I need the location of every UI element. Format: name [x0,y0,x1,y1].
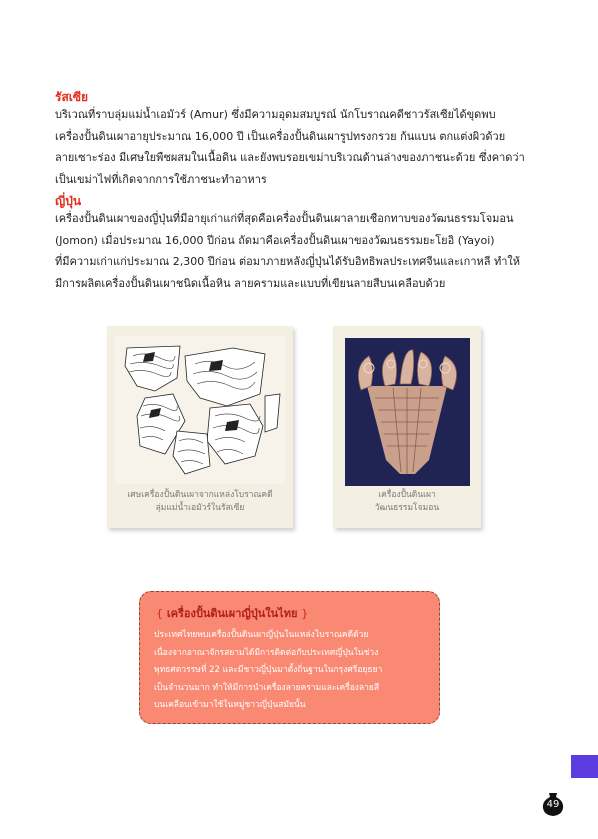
page-number-badge [540,791,566,817]
text-line: บริเวณที่ราบลุ่มแม่น้ำเอมัวร์ (Amur) ซึ่งมีความอุดมสมบูรณ์ นักโบราณคดีชาวรัสเซียได้ขุดพบ [55,108,496,121]
paragraph-russia [55,104,553,190]
callout-line: ประเทศไทยพบเครื่องปั้นดินเผาญี่ปุ่นในแหล่งโบราณคดีด้วย [154,630,369,640]
text-line: (Jomon) เมื่อประมาณ 16,000 ปีก่อน ถัดมาคือเครื่องปั้นดินเผาของวัฒนธรรมยะโยอิ (Yayoi) [55,233,495,247]
pottery-shards-image [115,336,285,484]
paragraph-japan [55,208,553,294]
text-line: ลายเซาะร่อง มีเศษใยพืชผสมในเนื้อดิน และยังพบรอยเขม่าบริเวณด้านล่างของภาชนะด้วย ซึ่งคาดว่า [55,151,525,164]
caption-line: ลุ่มแม่น้ำเอมัวร์ในรัสเซีย [155,503,245,513]
close-brace: } [301,607,309,620]
callout-line: บนเคลือบเข้ามาใช้ในหมู่ชาวญี่ปุ่นสมัยนั้น [154,700,306,710]
callout-line: พุทธศตวรรษที่ 22 และมีชาวญี่ปุ่นมาตั้งถิ่นฐานในกรุงศรีอยุธยา [154,665,383,675]
text-line: เครื่องปั้นดินเผาของญี่ปุ่นที่มีอายุเก่าแก่ที่สุดคือเครื่องปั้นดินเผาลายเชือกทาบของวัฒนธรรมโจมอน [55,212,514,225]
section-title-japan: ญี่ปุ่น [55,194,82,208]
caption-line: เครื่องปั้นดินเผา [378,490,436,500]
callout-title-text: เครื่องปั้นดินเผาญี่ปุ่นในไทย [166,607,298,620]
jomon-pot-image [345,338,470,486]
chapter-side-tab [571,755,598,778]
section-title-russia: รัสเซีย [55,90,89,104]
figure-card-shards [107,326,293,528]
callout-body [154,627,426,715]
figure-card-jomon [333,326,481,528]
info-callout-box [139,591,440,724]
page-number: 49 [546,799,560,810]
callout-line: เป็นจำนวนมาก ทำให้มีการนำเครื่องลายครามและเครื่องลายสี [154,682,380,693]
figure-caption-shards [107,489,293,515]
caption-line: เศษเครื่องปั้นดินเผาจากแหล่งโบราณคดี [127,490,273,500]
text-line: เป็นเขม่าไฟที่เกิดจากการใช้ภาชนะทำอาหาร [55,172,267,186]
callout-title [156,604,308,622]
text-line: มีการผลิตเครื่องปั้นดินเผาชนิดเนื้อหิน ลายครามและแบบที่เขียนลายสีบนเคลือบด้วย [55,276,446,290]
text-line: ที่มีความเก่าแก่ประมาณ 2,300 ปีก่อน ต่อมาภายหลังญี่ปุ่นได้รับอิทธิพลประเทศจีนและเกาหลี ทำให้ [55,255,521,268]
caption-line: วัฒนธรรมโจมอน [374,503,440,513]
text-line: เครื่องปั้นดินเผาอายุประมาณ 16,000 ปี เป็นเครื่องปั้นดินเผารูปทรงกรวย ก้นแบน ตกแต่งผิวด้วย [55,129,506,143]
callout-line: เนื่องจากอาณาจักรสยามได้มีการติดต่อกับประเทศญี่ปุ่นในช่วง [154,647,379,658]
figure-caption-jomon [333,489,481,515]
open-brace: { [156,607,163,620]
